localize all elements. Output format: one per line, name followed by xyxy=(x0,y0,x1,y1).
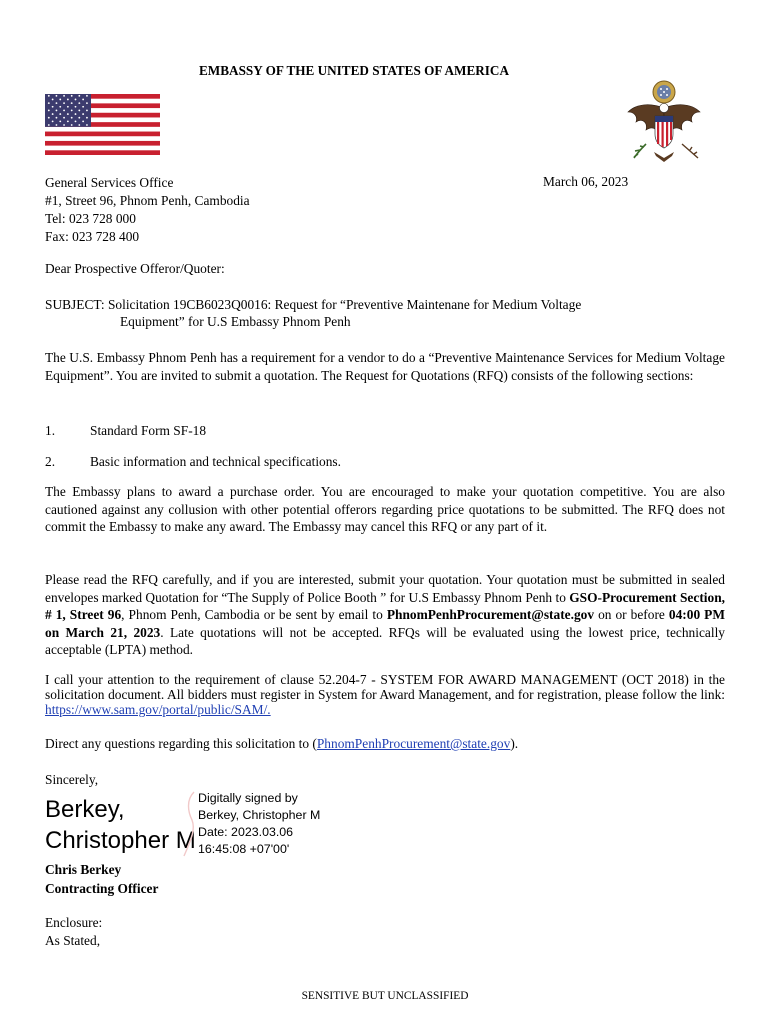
award-paragraph: The Embassy plans to award a purchase order. You are encouraged to make your quotation competitive. You are also cautioned against any collusion with other potential offerors regarding price quotations to be submitted. The RFQ does not commit the Embassy to make any award. The Embassy may cancel this RFQ or any part of it. xyxy=(45,484,725,534)
signature-detail: Digitally signed by xyxy=(198,791,298,805)
flag-star xyxy=(63,95,65,97)
flag-star xyxy=(67,99,69,101)
sender-address-block xyxy=(45,174,250,246)
signer-block xyxy=(45,860,158,898)
flag-star xyxy=(59,99,61,101)
signature-name-line-2: Christopher M xyxy=(45,827,196,854)
salutation: Dear Prospective Offeror/Quoter: xyxy=(45,261,225,276)
flag-star xyxy=(78,117,80,119)
flag-star xyxy=(86,102,88,104)
us-flag-icon xyxy=(45,94,160,155)
submission-text: . Late quotations will not be accepted. RFQs will be evaluated using the lowest price, technically acceptable (LPTA) method. xyxy=(45,624,725,657)
flag-star xyxy=(86,95,88,97)
list-item-number: 1. xyxy=(45,423,56,438)
subject-line-2: Equipment” for U.S Embassy Phnom Penh xyxy=(120,314,351,329)
flag-star xyxy=(78,124,80,126)
flag-star xyxy=(75,113,77,115)
signer-title: Contracting Officer xyxy=(45,881,159,896)
submission-text: , Phnom Penh, Cambodia or be sent by email to xyxy=(121,607,387,622)
submission-location: GSO-Procurement Section, # 1, Street 96 xyxy=(45,589,725,622)
flag-star xyxy=(82,113,84,115)
flag-star xyxy=(56,110,58,112)
flag-star xyxy=(67,106,69,108)
flag-star xyxy=(59,120,61,122)
submission-email: PhnomPenhProcurement@state.gov xyxy=(386,607,595,622)
flag-star xyxy=(86,124,88,126)
flag-star xyxy=(82,120,84,122)
flag-star xyxy=(52,106,54,108)
flag-star xyxy=(63,117,65,119)
flag-star xyxy=(67,113,69,115)
signature-name-line-1: Berkey, xyxy=(45,796,125,823)
office-tel: Tel: 023 728 000 xyxy=(45,211,136,226)
flag-star xyxy=(48,117,50,119)
flag-star xyxy=(82,106,84,108)
closing: Sincerely, xyxy=(45,772,99,787)
digital-signature-name xyxy=(45,794,196,856)
letter-date: March 06, 2023 xyxy=(543,174,629,189)
flag-star xyxy=(48,102,50,104)
flag-star xyxy=(56,124,58,126)
flag-star xyxy=(86,110,88,112)
submission-deadline: 04:00 PM on March 21, 2023 xyxy=(45,607,725,640)
great-seal-eagle-icon xyxy=(624,78,704,178)
enclosure-block xyxy=(45,914,102,950)
intro-paragraph: The U.S. Embassy Phnom Penh has a requirement for a vendor to do a “Preventive Maintenance Services for Medium Voltage Equipment”. You are invited to submit a quotation. The Request for Quotations (RFQ) consists of the following sections: xyxy=(45,350,725,383)
flag-star xyxy=(48,95,50,97)
flag-star xyxy=(75,99,77,101)
office-fax: Fax: 023 728 400 xyxy=(45,229,140,244)
subject-line-1: SUBJECT: Solicitation 19CB6023Q0016: Request for “Preventive Maintenane for Medium Voltage xyxy=(45,297,582,312)
office-name: General Services Office xyxy=(45,175,174,190)
flag-star xyxy=(56,95,58,97)
sam-link[interactable]: https://www.sam.gov/portal/public/SAM/. xyxy=(45,702,271,717)
flag-star xyxy=(52,113,54,115)
flag-star xyxy=(78,110,80,112)
list-item-label: Standard Form SF-18 xyxy=(90,423,207,438)
procurement-email-link[interactable]: PhnomPenhProcurement@state.gov xyxy=(316,736,511,751)
flag-star xyxy=(78,102,80,104)
flag-star xyxy=(71,124,73,126)
list-item xyxy=(45,454,341,470)
list-item xyxy=(45,423,206,439)
list-item-label: Basic information and technical specifications. xyxy=(90,454,341,469)
contact-paragraph xyxy=(45,736,518,752)
flag-star xyxy=(52,99,54,101)
sam-text: I call your attention to the requirement of clause 52.204-7 - SYSTEM FOR AWARD MANAGEMENT (OCT 2018) in the solicitation document. All bidders must register in System for Award Management, and for registration, please follow the link: xyxy=(45,672,725,702)
signer-name: Chris Berkey xyxy=(45,862,122,877)
signature-detail: Berkey, Christopher M xyxy=(198,808,321,822)
submission-text: on or before xyxy=(594,607,669,622)
flag-star xyxy=(59,106,61,108)
signature-detail: 16:45:08 +07'00' xyxy=(198,842,290,856)
office-address: #1, Street 96, Phnom Penh, Cambodia xyxy=(45,193,250,208)
contact-text: ). xyxy=(510,736,519,751)
flag-star xyxy=(71,110,73,112)
flag-star xyxy=(75,106,77,108)
flag-star xyxy=(71,102,73,104)
flag-star xyxy=(82,99,84,101)
flag-star xyxy=(75,120,77,122)
flag-star xyxy=(48,124,50,126)
classification-footer: SENSITIVE BUT UNCLASSIFIED xyxy=(301,990,469,1002)
flag-star xyxy=(78,95,80,97)
submission-paragraph xyxy=(45,571,725,659)
flag-star xyxy=(63,124,65,126)
flag-star xyxy=(71,95,73,97)
subject-line xyxy=(45,296,735,330)
flag-star xyxy=(63,110,65,112)
flag-star xyxy=(59,113,61,115)
list-item-number: 2. xyxy=(45,454,56,469)
flag-star xyxy=(63,102,65,104)
contact-text: Direct any questions regarding this solicitation to ( xyxy=(45,736,317,751)
signature-detail: Date: 2023.03.06 xyxy=(198,825,294,839)
enclosure-label: Enclosure: xyxy=(45,915,103,930)
sam-registration-paragraph xyxy=(45,672,725,717)
digital-signature-details xyxy=(198,790,320,858)
flag-star xyxy=(52,120,54,122)
enclosure-value: As Stated, xyxy=(45,933,101,948)
flag-star xyxy=(71,117,73,119)
flag-star xyxy=(67,120,69,122)
flag-star xyxy=(56,102,58,104)
flag-star xyxy=(56,117,58,119)
flag-star xyxy=(86,117,88,119)
submission-text: Please read the RFQ carefully, and if you are interested, submit your quotation. Your quotation must be submitted in sealed envelopes marked Quotation for “The Supply of Police Booth ” for U.S Embassy Phnom Penh to xyxy=(45,572,725,605)
flag-star xyxy=(48,110,50,112)
letterhead-title: EMBASSY OF THE UNITED STATES OF AMERICA xyxy=(199,63,509,78)
